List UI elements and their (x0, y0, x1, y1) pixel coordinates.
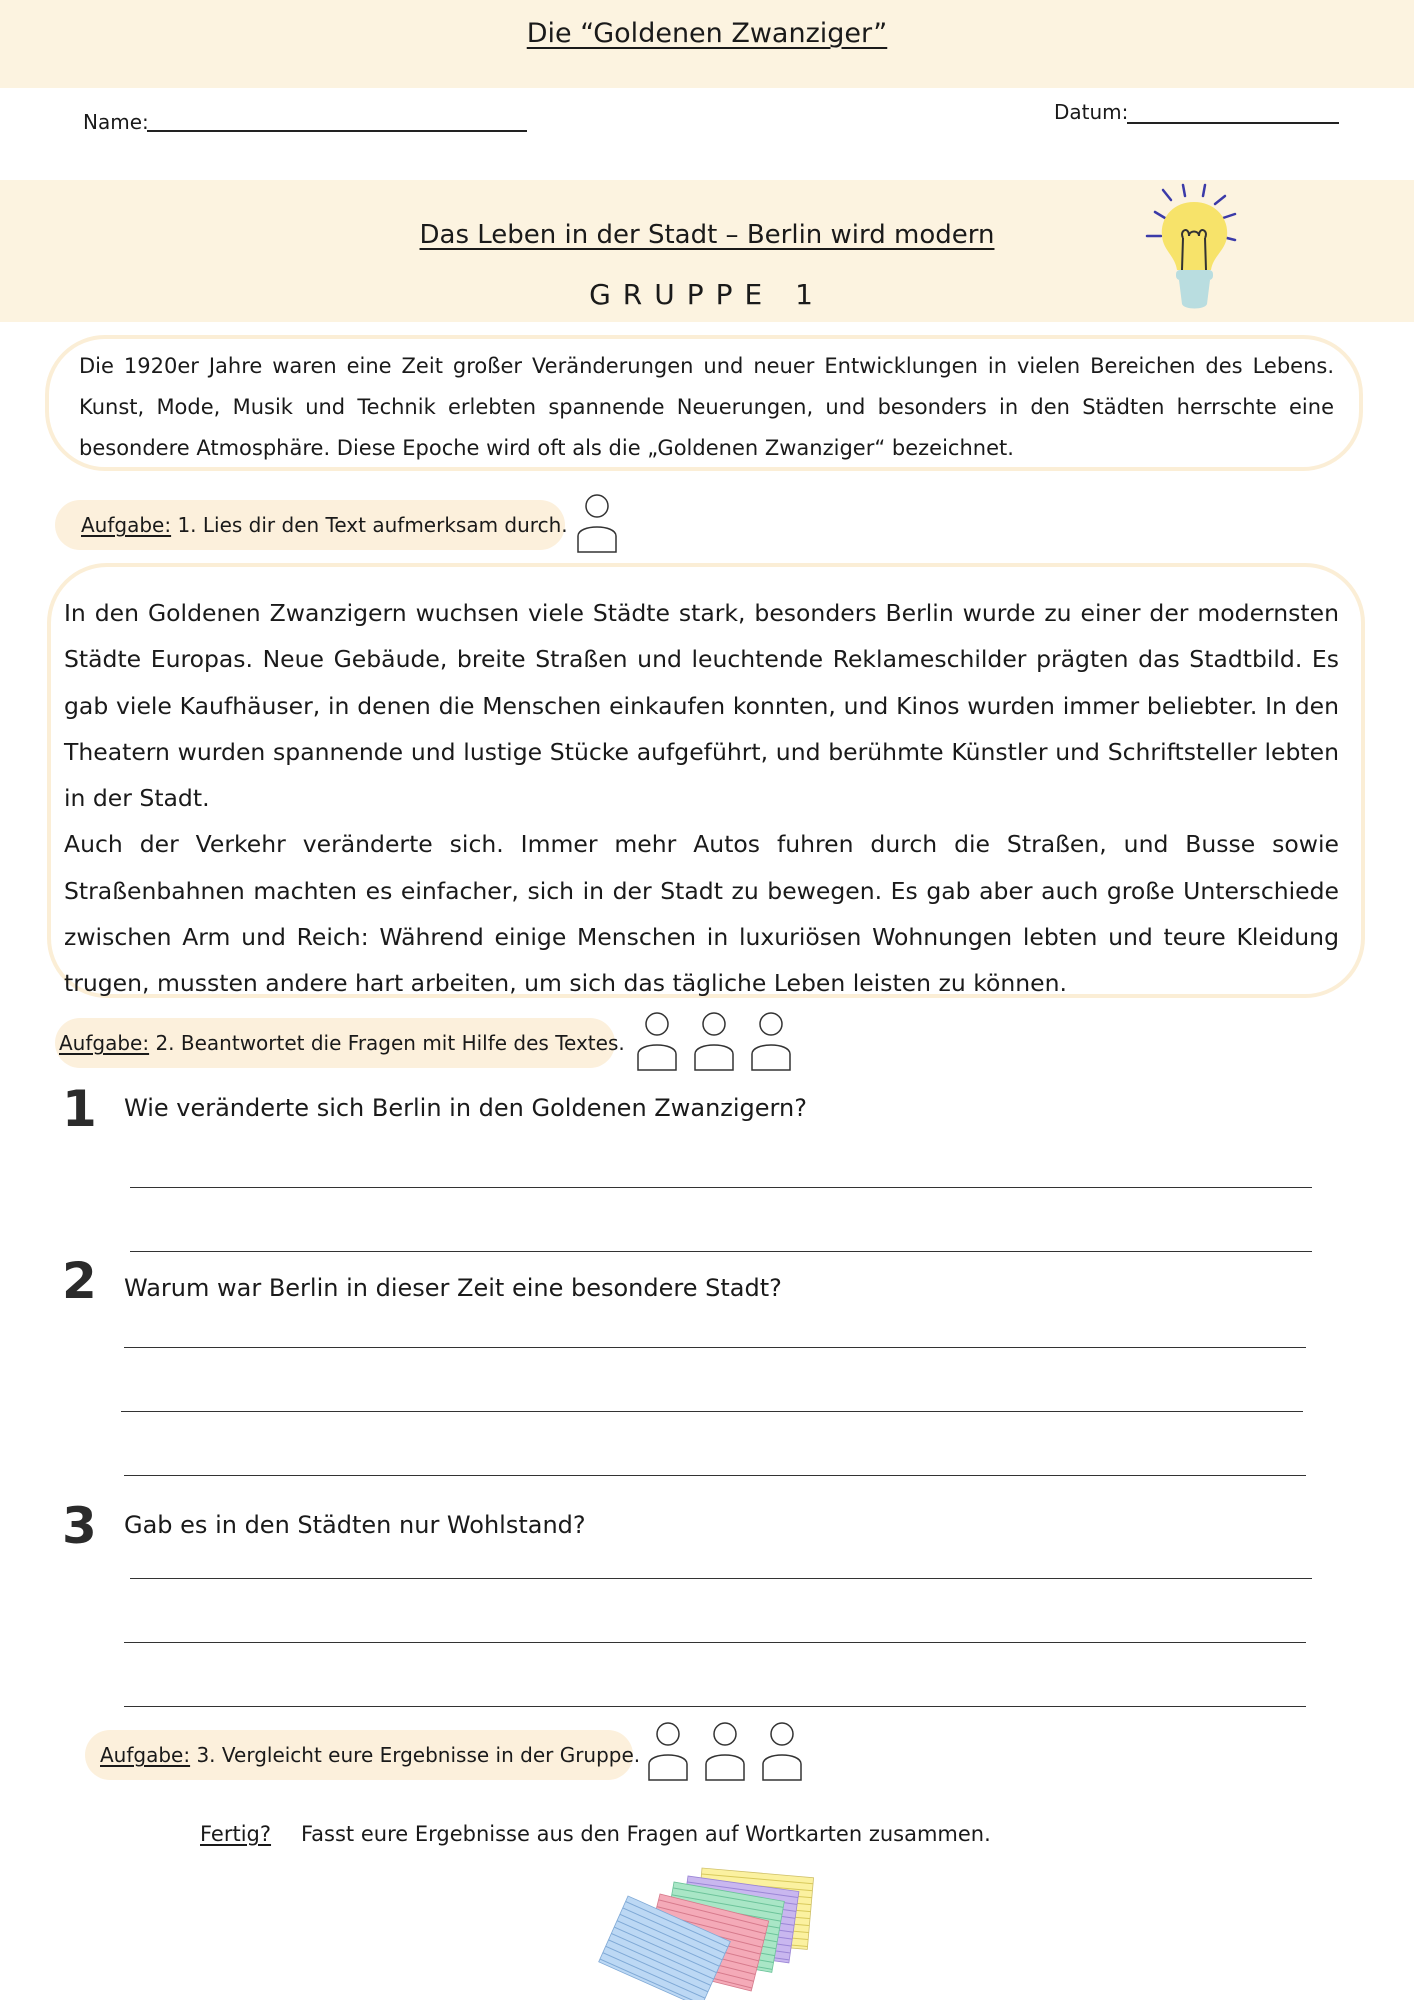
answer-line[interactable] (130, 1187, 1312, 1188)
person-icon (703, 1720, 747, 1782)
answer-line[interactable] (121, 1411, 1303, 1412)
group-label: GRUPPE 1 (589, 278, 825, 311)
finish-instruction (200, 1822, 991, 1846)
finish-label: Fertig? (200, 1822, 272, 1846)
person-icon (635, 1010, 679, 1072)
name-field[interactable] (147, 130, 527, 132)
date-label: Datum: (1054, 100, 1129, 124)
reading-paragraph-2: Auch der Verkehr veränderte sich. Immer mehr Autos fuhren durch die Straßen, und Busse sowie Straßenbahnen machten es einfacher, sich in der Stadt zu bewegen. Es gab aber auch große Unterschiede zwischen Arm und Reich: Während einige Menschen in luxuriösen Wohnungen lebten und teure Kleidung trugen, mussten andere hart arbeiten, um sich das tägliche Leben leisten zu können. (64, 830, 1339, 998)
question-1-text: Wie veränderte sich Berlin in den Goldenen Zwanzigern? (124, 1094, 807, 1122)
answer-line[interactable] (130, 1251, 1312, 1252)
person-icon (646, 1720, 690, 1782)
index-cards-icon (590, 1862, 830, 2000)
finish-text: Fasst eure Ergebnisse aus den Fragen auf Wortkarten zusammen. (301, 1822, 991, 1846)
question-3-text: Gab es in den Städten nur Wohlstand? (124, 1511, 586, 1539)
answer-line[interactable] (124, 1347, 1306, 1348)
page-title: Die “Goldenen Zwanziger” (526, 18, 888, 49)
question-2-text: Warum war Berlin in dieser Zeit eine besondere Stadt? (124, 1274, 782, 1302)
group-icon (646, 1720, 806, 1782)
answer-line[interactable] (124, 1475, 1306, 1476)
person-icon (760, 1720, 804, 1782)
question-3-number: 3 (62, 1497, 97, 1555)
reading-text (64, 590, 1339, 1007)
task-3-text: 3. Vergleicht eure Ergebnisse in der Gruppe. (190, 1743, 641, 1767)
answer-line[interactable] (124, 1706, 1306, 1707)
question-1-number: 1 (62, 1080, 97, 1138)
task-1-instruction (55, 500, 568, 550)
reading-paragraph-1: In den Goldenen Zwanzigern wuchsen viele Städte stark, besonders Berlin wurde zu einer der modernsten Städte Europas. Neue Gebäude, breite Straßen und leuchtende Reklameschilder prägten das Stadtbild. Es gab viele Kaufhäuser, in denen die Menschen einkaufen konnten, und Kinos wurden immer beliebter. In den Theatern wurden spannende und lustige Stücke aufgeführt, und berühmte Künstler und Schriftsteller lebten in der Stadt. (64, 599, 1339, 813)
section-subtitle: Das Leben in der Stadt – Berlin wird modern (419, 220, 995, 250)
group-icon (635, 1010, 795, 1072)
answer-line[interactable] (124, 1642, 1306, 1643)
name-label: Name: (83, 110, 149, 134)
task-2-text: 2. Beantwortet die Fragen mit Hilfe des Textes. (149, 1031, 625, 1055)
task-2-label: Aufgabe: (59, 1031, 150, 1055)
task-1-label: Aufgabe: (81, 513, 172, 537)
task-1-text: 1. Lies dir den Text aufmerksam durch. (171, 513, 568, 537)
lightbulb-icon (1135, 182, 1255, 317)
date-field[interactable] (1127, 122, 1339, 124)
answer-line[interactable] (130, 1578, 1312, 1579)
intro-text: Die 1920er Jahre waren eine Zeit großer Veränderungen und neuer Entwicklungen in vielen Bereichen des Lebens. Kunst, Mode, Musik und Technik erlebten spannende Neuerungen, und besonders in den Städten herrschte eine besondere Atmosphäre. Diese Epoche wird oft als die „Goldenen Zwanziger“ bezeichnet. (79, 354, 1334, 460)
single-person-icon (575, 492, 619, 554)
task-3-instruction (85, 1730, 641, 1780)
task-2-instruction (55, 1018, 625, 1068)
question-2-number: 2 (62, 1252, 97, 1310)
person-icon (692, 1010, 736, 1072)
person-icon (749, 1010, 793, 1072)
task-3-label: Aufgabe: (100, 1743, 191, 1767)
